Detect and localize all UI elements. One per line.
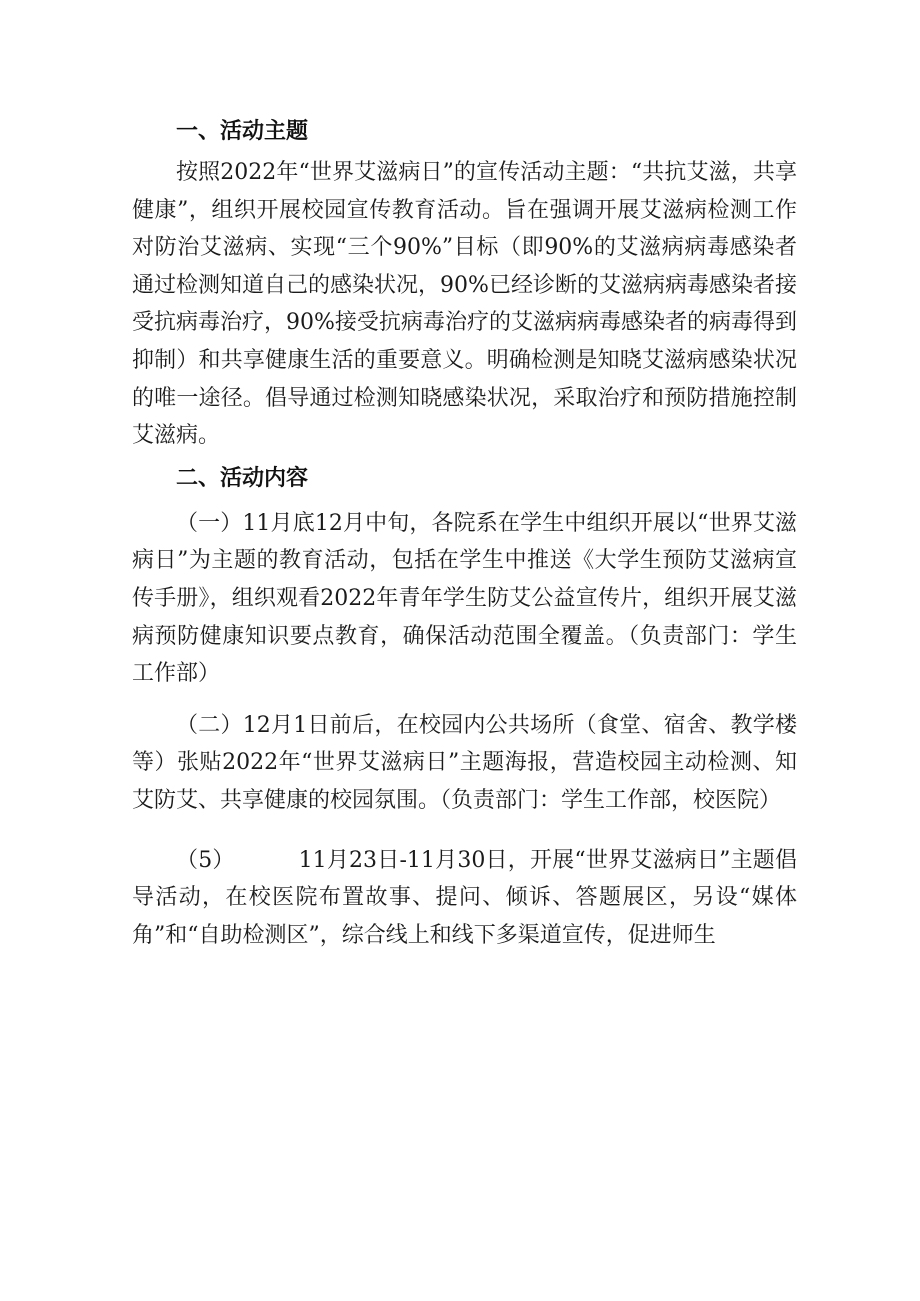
paragraph-activity-theme: 按照2022年“世界艾滋病日”的宣传活动主题：“共抗艾滋，共享健康”，组织开展校园宣传教育活动。旨在强调开展艾滋病检测工作对防治艾滋病、实现“三个90%”目标（即90%的艾滋病病毒感染者通过检测知道自己的感染状况，90%已经诊断的艾滋病病毒感染者接受抗病毒治疗，90%接受抗病毒治疗的艾滋病病毒感染者的病毒得到抑制）和共享健康生活的重要意义。明确检测是知晓艾滋病感染状况的唯一途径。倡导通过检测知晓感染状况，采取治疗和预防措施控制艾滋病。 — [132, 160, 797, 449]
paragraph-content-item-2: （二）12月1日前后，在校园内公共场所（食堂、宿舍、教学楼等）张贴2022年“世界艾滋病日”主题海报，营造校园主动检测、知艾防艾、共享健康的校园氛围。（负责部门：学生工作部，校医院） — [132, 712, 797, 813]
item-3-text: 11月23日-11月30日，开展“世界艾滋病日”主题倡导活动，在校医院布置故事、提问、倾诉、答题展区，另设“媒体角”和“自助检测区”，综合线上和线下多渠道宣传，促进师生 — [132, 847, 798, 948]
section-heading-activity-theme: 一、活动主题 — [176, 119, 309, 144]
item-3-marker: （5） — [176, 847, 235, 873]
paragraph-content-item-3 — [132, 842, 797, 955]
paragraph-content-item-1: （一）11月底12月中旬，各院系在学生中组织开展以“世界艾滋病日”为主题的教育活动，包括在学生中推送《大学生预防艾滋病宣传手册》，组织观看2022年青年学生防艾公益宣传片，组织开展艾滋病预防健康知识要点教育，确保活动范围全覆盖。（负责部门：学生工作部） — [132, 510, 797, 687]
section-heading-activity-content: 二、活动内容 — [176, 465, 309, 491]
document-body — [132, 112, 797, 954]
